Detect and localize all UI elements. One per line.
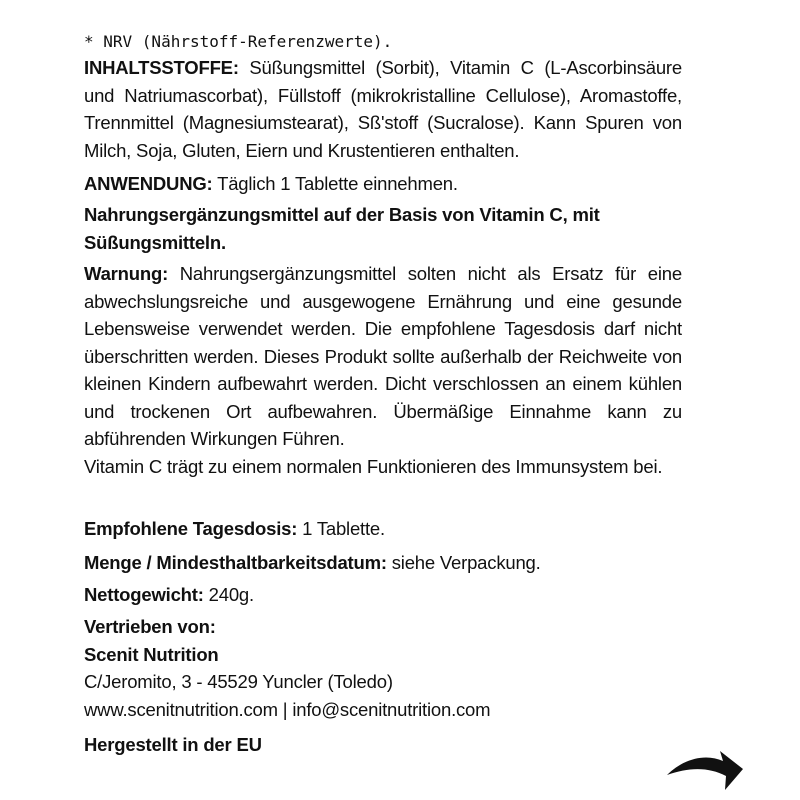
- ingredients-label: INHALTSSTOFFE:: [84, 57, 239, 78]
- ingredients-text: Süßungsmittel (Sorbit), Vitamin C (L-Ascorbinsäure und Natriumascorbat), Füllstoff (mikrokristalline Cellulose), Aromastoffe, Trennmittel (Magnesiumstearat), Sß'stoff (Sucralose). Kann Spuren von Milch, Soja, Gluten, Eiern und Krustentieren enthalten.: [84, 57, 682, 161]
- supplement-heading-text: Nahrungsergänzungsmittel auf der Basis von Vitamin C, mit Süßungsmitteln.: [84, 204, 600, 253]
- dose-text: 1 Tablette.: [297, 518, 385, 539]
- nrv-note: * NRV (Nährstoff-Referenzwerte).: [84, 32, 393, 51]
- net-weight-text: 240g.: [203, 584, 254, 605]
- warning-section: [84, 260, 682, 480]
- distributor-section: [84, 613, 682, 723]
- batch-section: [84, 549, 682, 577]
- ingredients-section: [84, 54, 682, 164]
- net-weight-label: Nettogewicht:: [84, 584, 204, 605]
- net-weight-section: [84, 581, 682, 609]
- batch-text: siehe Verpackung.: [386, 552, 541, 573]
- supplement-heading: [84, 201, 682, 256]
- distributor-address: C/Jeromito, 3 - 45529 Yuncler (Toledo): [84, 671, 393, 692]
- usage-section: [84, 170, 682, 198]
- warning-label: Warnung:: [84, 263, 169, 284]
- immune-claim: Vitamin C trägt zu einem normalen Funktionieren des Immunsystem bei.: [84, 455, 663, 477]
- curved-arrow-right-icon: [665, 745, 745, 800]
- dose-label: Empfohlene Tagesdosis:: [84, 518, 298, 539]
- dose-section: [84, 515, 682, 543]
- distributor-label: Vertrieben von:: [84, 616, 216, 637]
- distributor-name: Scenit Nutrition: [84, 643, 219, 665]
- distributor-contact: www.scenitnutrition.com | info@scenitnutrition.com: [84, 698, 491, 720]
- made-in-section: [84, 731, 682, 759]
- batch-label: Menge / Mindesthaltbarkeitsdatum:: [84, 552, 387, 573]
- usage-text: Täglich 1 Tablette einnehmen.: [212, 173, 458, 194]
- usage-label: ANWENDUNG:: [84, 173, 213, 194]
- warning-text: Nahrungsergänzungsmittel solten nicht als Ersatz für eine abwechslungsreiche und ausgewogene Ernährung und eine gesunde Lebensweise verwendet werden. Die empfohlene Tagesdosis darf nicht überschritten werden. Dieses Produkt sollte außerhalb der Reichweite von kleinen Kindern aufbewahrt werden. Dicht verschlossen an einem kühlen und trockenen Ort aufbewahren. Übermäßige Einnahme kann zu abführenden Wirkungen Führen.: [84, 263, 682, 449]
- made-in-text: Hergestellt in der EU: [84, 734, 262, 755]
